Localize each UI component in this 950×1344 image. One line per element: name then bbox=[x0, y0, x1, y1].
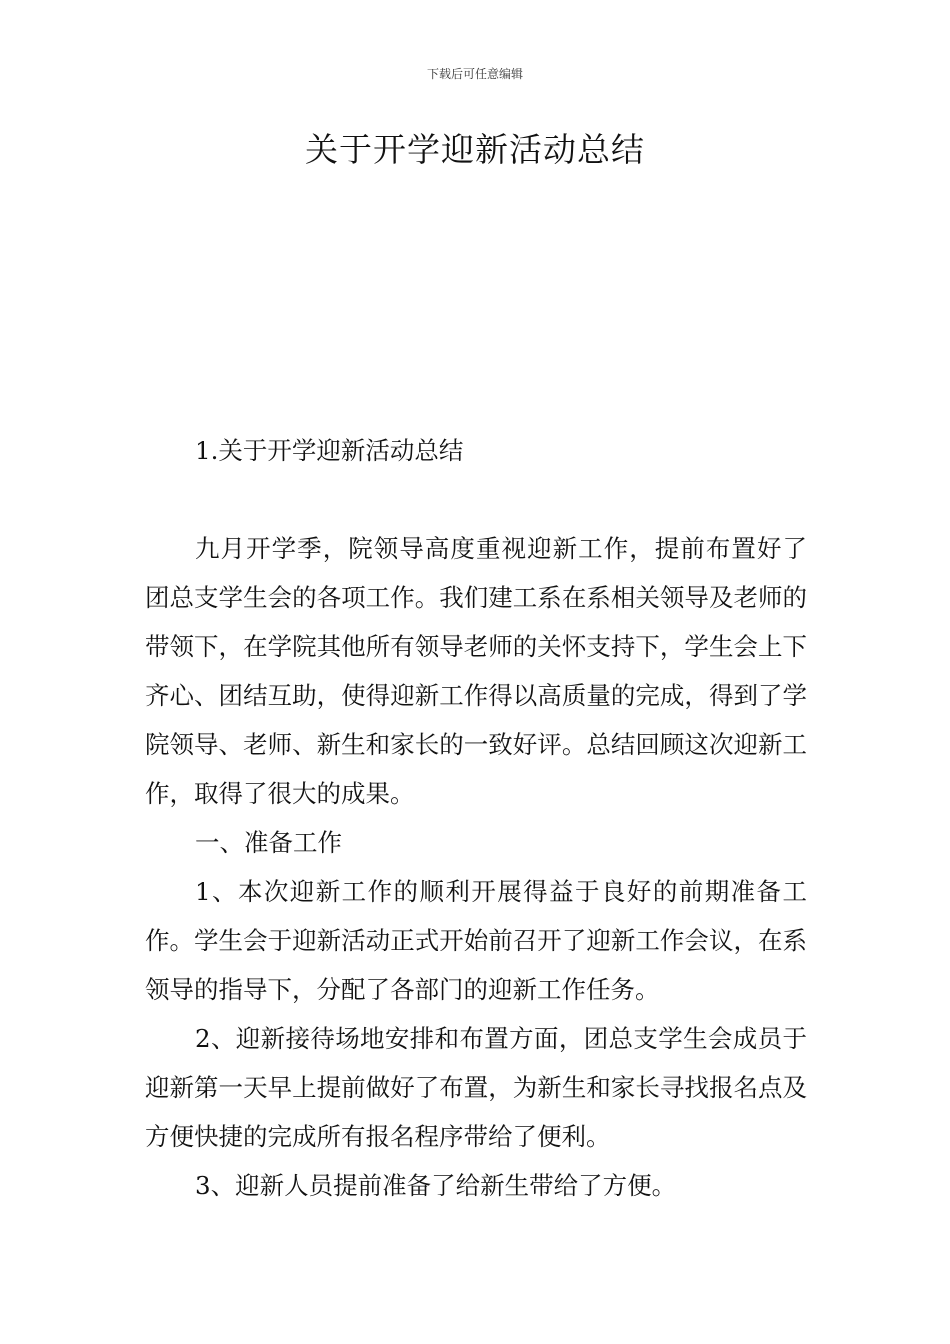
document-title: 关于开学迎新活动总结 bbox=[305, 130, 645, 169]
document-body bbox=[145, 524, 807, 1210]
paragraph-heading-preparation: 一、准备工作 bbox=[195, 828, 342, 857]
paragraph-intro: 九月开学季，院领导高度重视迎新工作，提前布置好了团总支学生会的各项工作。我们建工系在系相关领导及老师的带领下，在学院其他所有领导老师的关怀支持下，学生会上下齐心、团结互助，使得迎新工作得以高质量的完成，得到了学院领导、老师、新生和家长的一致好评。总结回顾这次迎新工作，取得了很大的成果。 bbox=[145, 534, 807, 808]
section-heading: 1.关于开学迎新活动总结 bbox=[195, 436, 464, 465]
paragraph-item-3: 3、迎新人员提前准备了给新生带给了方便。 bbox=[195, 1171, 677, 1200]
paragraph-item-2: 2、迎新接待场地安排和布置方面，团总支学生会成员于迎新第一天早上提前做好了布置，为新生和家长寻找报名点及方便快捷的完成所有报名程序带给了便利。 bbox=[145, 1024, 807, 1151]
header-note: 下载后可任意编辑 bbox=[426, 67, 523, 81]
paragraph-item-1: 1、本次迎新工作的顺利开展得益于良好的前期准备工作。学生会于迎新活动正式开始前召开了迎新工作会议，在系领导的指导下，分配了各部门的迎新工作任务。 bbox=[145, 877, 807, 1004]
